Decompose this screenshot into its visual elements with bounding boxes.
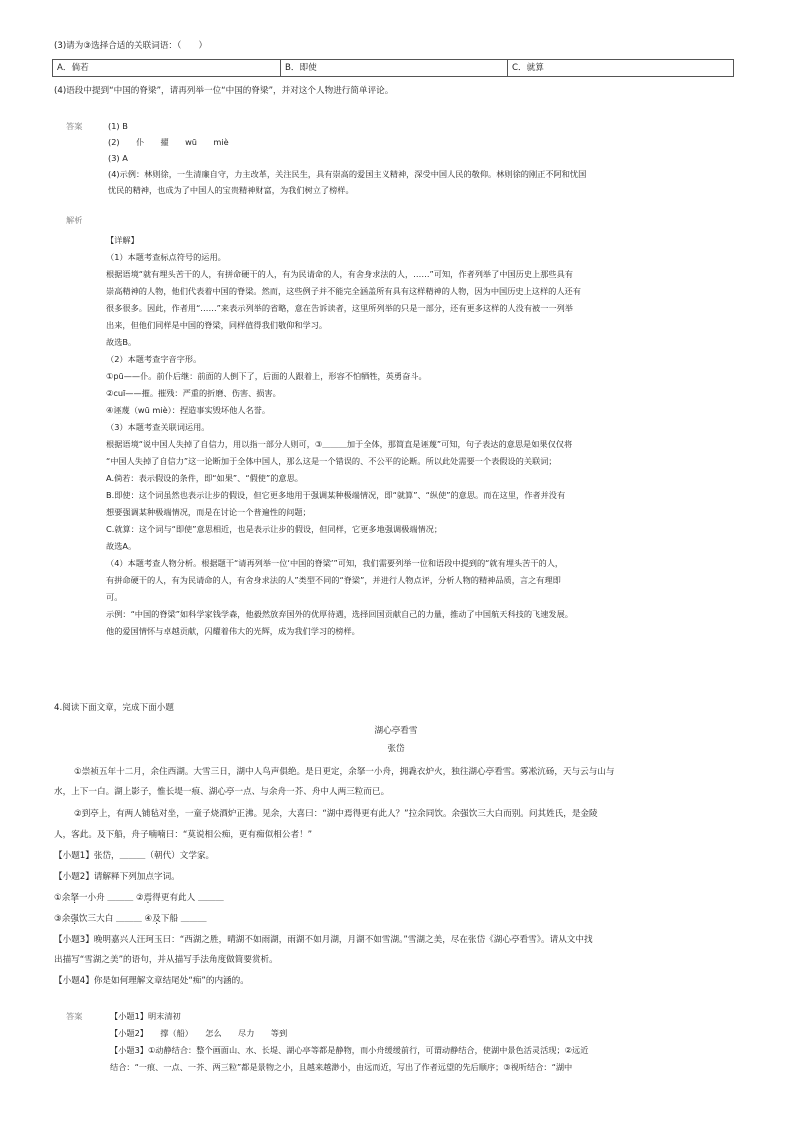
- answer-2-line: 【小题1】明末清初: [110, 1011, 181, 1021]
- answer-2-content: [110, 1008, 730, 1076]
- answer-2-line: 结合：“一痕、一点、一芥、两三粒”都是景物之小，且越来越渺小，由远而近，写出了作者远望的先后顺序；③视听结合：“湖中: [110, 1062, 573, 1072]
- analysis-line: 示例：“中国的脊梁”如科学家钱学森，他毅然放弃国外的优厚待遇，选择回国贡献自己的力量，推动了中国航天科技的飞速发展。: [106, 609, 573, 619]
- item-text: 下船 ＿＿＿: [160, 914, 207, 924]
- passage-paragraph-2-line-1: ②到亭上，有两人铺毡对坐，一童子烧酒炉正沸。见余，大喜曰：“湖中焉得更有此人？”拉余同饮。余强饮三大白而别。问其姓氏，是金陵: [74, 809, 598, 819]
- analysis-line: 出来，但他们同样是中国的脊梁，同样值得我们敬仰和学习。: [106, 320, 328, 330]
- analysis-line: 根据语境“说中国人失掉了自信力，用以指一部分人则可，③＿＿＿加于全体，那简直是诬蔑”可知，句子表达的意思是如果仅仅将: [106, 439, 573, 449]
- passage-paragraph-2-line-2: 人，客此。及下船，舟子喃喃曰：“莫说相公痴，更有痴似相公者！”: [54, 830, 313, 840]
- analysis-line: （3）本题考查关联词运用。: [106, 422, 210, 432]
- sub-question-3-line-1: 【小题3】晚明嘉兴人汪珂玉曰：“西湖之胜，晴湖不如雨湖，雨湖不如月湖，月湖不如雪湖。”雪湖之美，尽在张岱《湖心亭看雪》。请从文中找: [54, 935, 593, 945]
- analysis-line: 【详解】: [106, 235, 139, 245]
- question-3-prompt: (3)请为③选择合适的关联词语：（ ）: [54, 41, 208, 51]
- sub-question-2-items-b: [54, 913, 207, 925]
- analysis-line: ②cuī——摧。摧残：严重的折磨、伤害、损害。: [106, 388, 281, 398]
- analysis-line: 想要强调某种极端情况，而是在讨论一个普遍性的问题；: [106, 507, 311, 517]
- passage-paragraph-1-line-1: ①崇祯五年十二月，余住西湖。大雪三日，湖中人鸟声俱绝。是日更定，余拏一小舟，拥毳衣炉火，独往湖心亭看雪。雾凇沆砀，天与云与山与: [74, 767, 615, 777]
- analysis-line: 他的爱国情怀与卓越贡献，闪耀着伟大的光辉，成为我们学习的榜样。: [106, 626, 360, 636]
- analysis-line: 根据语境“就有埋头苦干的人，有拼命硬干的人，有为民请命的人，有舍身求法的人，……”可知，作者列举了中国历史上那些具有: [106, 269, 573, 279]
- analysis-line: 有拼命硬干的人，有为民请命的人，有舍身求法的人”类型不同的“脊梁”，并进行人物点评，分析人物的精神品质，言之有理即: [106, 575, 561, 585]
- answer-2-line: 【小题3】①动静结合：整个画面山、水、长堤、湖心亭等都是静物，而小舟缓缓前行，可谓动静结合，使湖中景色活灵活现；②远近: [110, 1045, 589, 1055]
- analysis-content: [106, 232, 736, 640]
- sub-question-4: 【小题4】你是如何理解文章结尾处“痴”的内涵的。: [54, 976, 249, 986]
- passage-title: 湖心亭看雪: [374, 726, 418, 736]
- analysis-line: A.倘若：表示假设的条件，即“如果”、“假使”的意思。: [106, 473, 303, 483]
- question-4-prompt: (4)语段中提到“中国的脊梁”，请再列举一位“中国的脊梁”，并对这个人物进行简单评论。: [54, 86, 394, 96]
- dotted-char: 强: [70, 914, 79, 924]
- analysis-line: ④诬蔑（wū miè）：捏造事实毁坏他人名誉。: [106, 405, 271, 415]
- answer-line-2: (2) 仆 擢 wū miè: [108, 137, 229, 147]
- item-text: 饮三大白 ＿＿＿ ④: [78, 914, 153, 924]
- analysis-line: B.即使：这个词虽然也表示让步的假设，但它更多地用于强调某种极端情况，即“就算”、“纵使”的意思。而在这里，作者并没有: [106, 490, 566, 500]
- analysis-line: （4）本题考查人物分析。根据题干“请再列举一位‘中国的脊梁’”可知，我们需要列举一位和语段中提到的“就有埋头苦干的人，: [106, 558, 564, 568]
- sub-question-3-line-2: 出描写“雪湖之美”的语句，并从描写手法角度做简要赏析。: [54, 955, 278, 965]
- answer-label: 答案: [66, 121, 83, 131]
- option-c[interactable]: C．就算: [507, 60, 733, 76]
- analysis-line: C.就算：这个词与“即使”意思相近，也是表示让步的假设，但同样，它更多地强调极端情况；: [106, 524, 443, 534]
- analysis-line: 可。: [106, 592, 123, 602]
- analysis-line: 崇高精神的人物，他们代表着中国的脊梁。然而，这些例子并不能完全涵盖所有具有这样精神的人物，因为中国历史上这样的人还有: [106, 286, 581, 296]
- option-a[interactable]: A．倘若: [57, 63, 89, 73]
- item-text: 一小舟 ＿＿＿ ②: [78, 893, 144, 903]
- question-4-heading: 4.阅读下面文章，完成下面小题: [54, 703, 174, 713]
- analysis-line: 很多很多。因此，作者用“……”来表示列举的省略，意在告诉读者，这里所列举的只是一部分，还有更多这样的人没有被一一列举: [106, 303, 573, 313]
- answer-line-4: (4)示例：林则徐，一生清廉自守，力主改革，关注民生，具有崇高的爱国主义精神，深受中国人民的敬仰。林则徐的刚正不阿和忧国: [108, 169, 587, 179]
- answer-2-line: 【小题2】 撑（船） 怎么 尽力 等到: [110, 1028, 288, 1038]
- item-text: 得更有此人 ＿＿＿: [152, 893, 224, 903]
- analysis-line: ①pū——仆。前仆后继：前面的人倒下了，后面的人跟着上，形容不怕牺牲，英勇奋斗。: [106, 371, 427, 381]
- item-text: ①余: [54, 893, 71, 903]
- passage-paragraph-1-line-2: 水，上下一白。湖上影子，惟长堤一痕、湖心亭一点、与余舟一芥、舟中人两三粒而已。: [54, 787, 390, 797]
- option-b[interactable]: B．即使: [280, 60, 507, 76]
- item-text: ③余: [54, 914, 71, 924]
- dotted-char: 及: [152, 914, 161, 924]
- sub-question-2: 【小题2】请解释下列加点字词。: [54, 872, 180, 882]
- answer-line-5: 忧民的精神，也成为了中国人的宝贵精神财富，为我们树立了榜样。: [108, 185, 354, 195]
- passage-author: 张岱: [387, 744, 405, 754]
- answer-line-3: (3) A: [108, 153, 128, 163]
- answer-content: [108, 118, 728, 198]
- analysis-line: 故选A。: [106, 541, 137, 551]
- analysis-line: 故选B。: [106, 337, 137, 347]
- dotted-char: 焉: [143, 893, 153, 903]
- sub-question-2-items-a: [54, 892, 224, 904]
- answer-line-1: (1) B: [108, 121, 128, 131]
- dotted-char: 拏: [70, 893, 79, 903]
- analysis-line: （1）本题考查标点符号的运用。: [106, 252, 226, 262]
- analysis-line: “中国人失掉了自信力”这一论断加于全体中国人，那么这是一个错误的、不公平的论断。所以此处需要一个表假设的关联词；: [106, 456, 557, 466]
- answer-2-label: 答案: [66, 1011, 83, 1021]
- sub-question-1: 【小题1】张岱，＿＿＿（朝代）文学家。: [54, 851, 215, 861]
- options-table: [52, 59, 734, 77]
- analysis-line: （2）本题考查字音字形。: [106, 354, 202, 364]
- analysis-label: 解析: [66, 215, 83, 225]
